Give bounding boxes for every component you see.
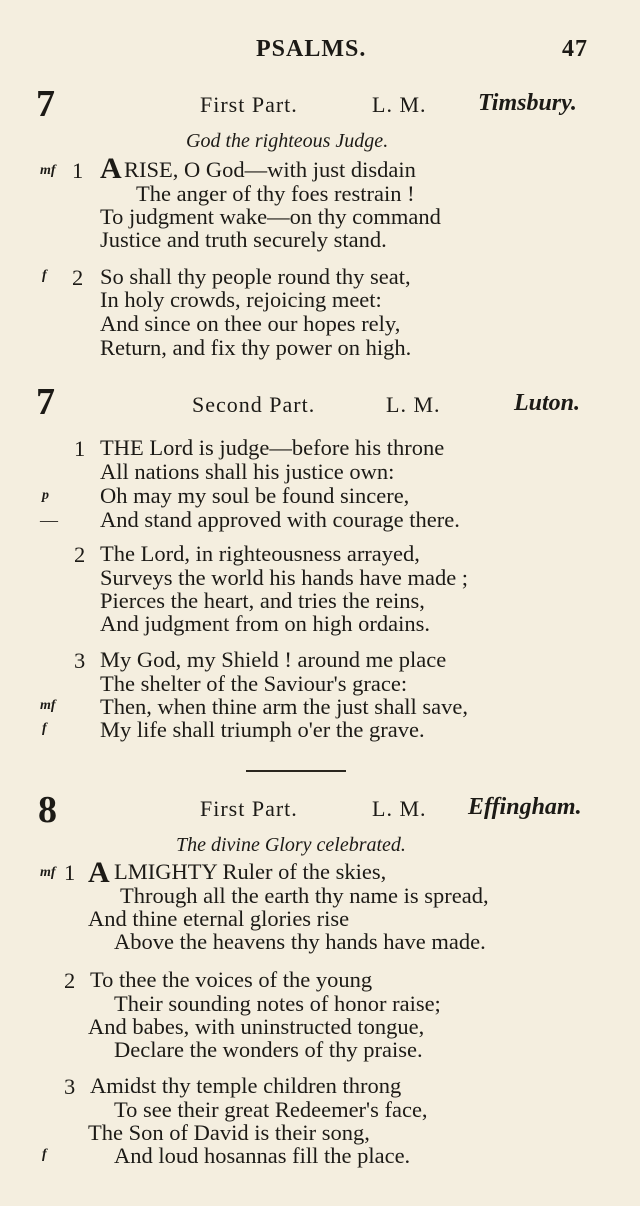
running-title: PSALMS. [256,36,367,62]
verse-line: My God, my Shield ! around me place [100,647,447,672]
meter: L. M. [372,796,427,821]
verse-line: And thine eternal glories rise [88,906,350,931]
page-number: 47 [562,36,588,62]
verse-line: Pierces the heart, and tries the reins, [100,588,425,613]
psalm-number: 7 [36,83,55,125]
verse-line: Then, when thine arm the just shall save, [100,694,469,719]
verse-number: 2 [74,542,86,567]
verse-line: Through all the earth thy name is spread, [120,883,489,908]
psalm-subtitle: The divine Glory celebrated. [176,834,406,856]
verse-line: THE Lord is judge—before his throne [100,435,445,460]
tune-name: Timsbury. [478,90,577,116]
verse-line: RISE, O God—with just disdain [124,157,416,182]
verse-line: So shall thy people round thy seat, [100,264,411,289]
verse-line: The Son of David is their song, [88,1120,370,1145]
dynamic-mark: mf [40,698,56,713]
tune-name: Effingham. [468,794,582,820]
verse-line: All nations shall his justice own: [100,459,395,484]
verse-number: 2 [64,968,76,993]
verse-number: 1 [64,860,76,885]
verse-line: And judgment from on high ordains. [100,611,430,636]
part-label: First Part. [200,92,298,117]
verse-line: Surveys the world his hands have made ; [100,565,469,590]
verse-line: And since on thee our hopes rely, [100,311,401,336]
verse-line: And stand approved with courage there. [100,507,460,532]
meter: L. M. [372,92,427,117]
verse-line: Justice and truth securely stand. [100,227,387,252]
dynamic-mark: p [42,488,49,503]
meter: L. M. [386,392,441,417]
dynamic-mark: mf [40,865,56,880]
dynamic-mark: f [42,1147,47,1162]
verse-line: The shelter of the Saviour's grace: [100,671,408,696]
verse-line: And babes, with uninstructed tongue, [88,1014,425,1039]
dynamic-mark: f [42,721,47,736]
verse-line: And loud hosannas fill the place. [114,1143,411,1168]
section-divider [246,770,346,772]
verse-number: 1 [74,436,86,461]
verse-line: Return, and fix thy power on high. [100,335,412,360]
verse-line: My life shall triumph o'er the grave. [100,717,425,742]
part-label: First Part. [200,796,298,821]
verse-line: Oh may my soul be found sincere, [100,483,410,508]
verse-line: To judgment wake—on thy command [100,204,441,229]
verse-number: 2 [72,265,84,290]
dash-mark: — [40,510,58,530]
tune-name: Luton. [514,390,581,416]
verse-line: Amidst thy temple children throng [90,1073,402,1098]
psalm-subtitle: God the righteous Judge. [186,130,389,152]
dynamic-mark: mf [40,163,56,178]
dynamic-mark: f [42,268,47,283]
drop-cap: A [88,856,110,889]
verse-line: The Lord, in righteousness arrayed, [100,541,420,566]
verse-line: LMIGHTY Ruler of the skies, [114,859,387,884]
psalm-number: 7 [36,381,55,423]
verse-number: 1 [72,158,84,183]
verse-line: The anger of thy foes restrain ! [136,181,415,206]
drop-cap: A [100,152,122,185]
verse-line: Their sounding notes of honor raise; [114,991,441,1016]
psalm-number: 8 [38,789,57,831]
verse-line: To thee the voices of the young [90,967,373,992]
part-label: Second Part. [192,392,316,417]
verse-line: Above the heavens thy hands have made. [114,929,486,954]
verse-line: Declare the wonders of thy praise. [114,1037,423,1062]
verse-number: 3 [74,648,86,673]
verse-number: 3 [64,1074,76,1099]
verse-line: In holy crowds, rejoicing meet: [100,287,382,312]
verse-line: To see their great Redeemer's face, [114,1097,428,1122]
